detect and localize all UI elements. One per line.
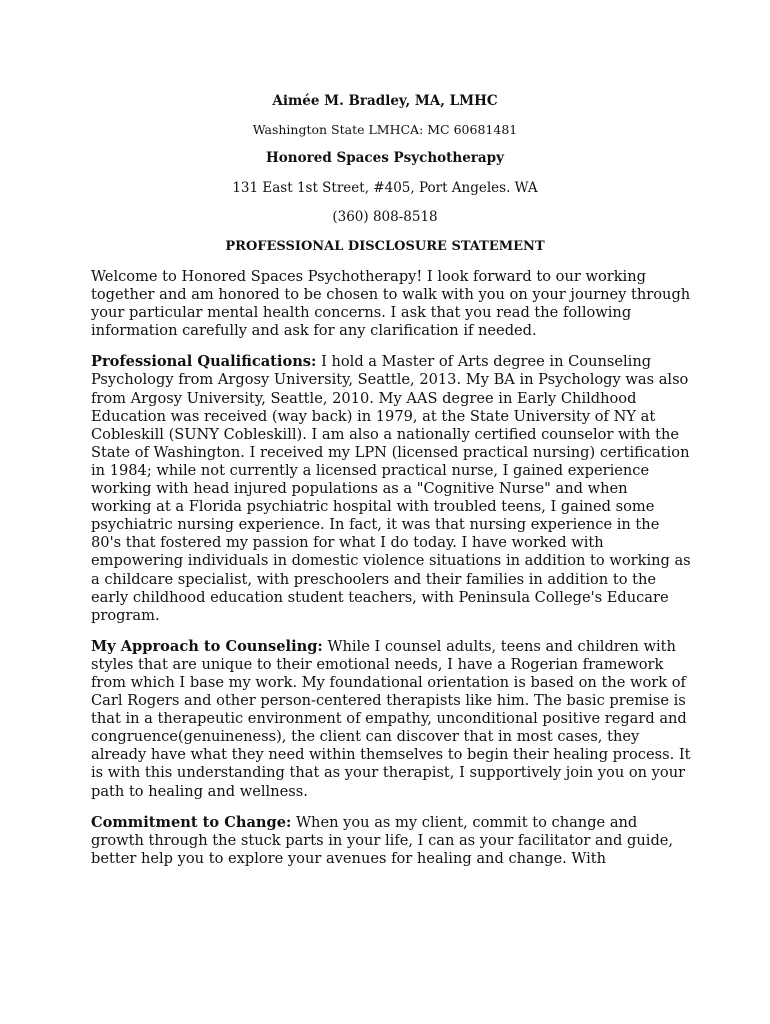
practice-address: 131 East 1st Street, #405, Port Angeles. WA: [232, 180, 538, 196]
license-line: Washington State LMHCA: MC 60681481: [252, 122, 518, 137]
section-label: Commitment to Change:: [91, 813, 292, 831]
practice-name: Honored Spaces Psychotherapy: [266, 150, 504, 166]
document-title: PROFESSIONAL DISCLOSURE STATEMENT: [225, 239, 545, 254]
section-text: When you as my client, commit to change and growth through the stuck parts in your life, I can as your facilitator and guide, better help you to explore your avenues for healing and change. With: [91, 813, 674, 867]
document-body: [91, 268, 691, 881]
section-commitment-to-change: [91, 814, 691, 868]
section-label: My Approach to Counseling:: [91, 637, 323, 655]
intro-paragraph: Welcome to Honored Spaces Psychotherapy! I look forward to our working together and am honored to be chosen to walk with you on your journey through your particular mental health concerns. I ask that you read the following information carefully and ask for any clarification if needed.: [91, 268, 691, 340]
practice-phone: (360) 808-8518: [332, 209, 438, 225]
section-professional-qualifications: [91, 353, 691, 624]
therapist-name: Aimée M. Bradley, MA, LMHC: [272, 93, 498, 109]
section-text: While I counsel adults, teens and children with styles that are unique to their emotional needs, I have a Rogerian framework from which I base my work. My foundational orientation is based on the work of Carl Rogers and other person-centered therapists like him. The basic premise is that in a therapeutic environment of empathy, unconditional positive regard and congruence(genuineness), the client can discover that in most cases, they already have what they need within themselves to begin their healing process. It is with this understanding that as your therapist, I supportively join you on your path to healing and wellness.: [91, 637, 691, 800]
section-approach-to-counseling: [91, 638, 691, 801]
section-label: Professional Qualifications:: [91, 353, 317, 371]
section-text: I hold a Master of Arts degree in Counseling Psychology from Argosy University, Seattle, 2013. My BA in Psychology was also from Argosy University, Seattle, 2010. My AAS degree in Early Childhood Education was received (way back) in 1979, at the State University of NY at Cobleskill (SUNY Cobleskill). I am also a nationally certified counselor with the State of Washington. I received my LPN (licensed practical nursing) certification in 1984; while not currently a licensed practical nurse, I gained experience working with head injured populations as a "Cognitive Nurse" and when working at a Florida psychiatric hospital with troubled teens, I gained some psychiatric nursing experience. In fact, it was that nursing experience in the 80's that fostered my passion for what I do today. I have worked with empowering individuals in domestic violence situations in addition to working as a childcare specialist, with preschoolers and their families in addition to the early childhood education student teachers, with Peninsula College's Educare program.: [91, 353, 691, 624]
